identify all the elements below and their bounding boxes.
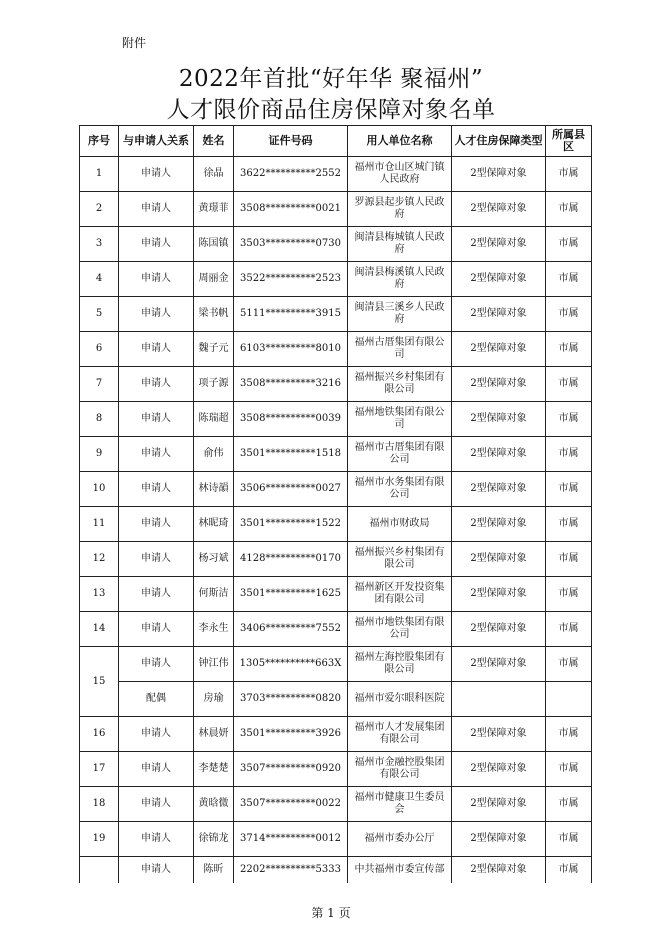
district-cell: 市属: [546, 647, 592, 682]
number-cell: 15: [80, 647, 119, 717]
housing-type-cell: 2型保障对象: [452, 402, 546, 437]
table-row: [80, 822, 592, 857]
name-cell: 林晨妍: [194, 717, 234, 752]
id-number-cell: 3501**********1518: [234, 437, 348, 472]
number-cell: 14: [80, 612, 119, 647]
table-row: [80, 367, 592, 402]
attachment-label: 附件: [122, 36, 147, 50]
district-cell: 市属: [546, 472, 592, 507]
col-header-employer: 用人单位名称: [348, 126, 452, 157]
table-row: [80, 227, 592, 262]
name-cell: 魏子元: [194, 332, 234, 367]
district-cell: 市属: [546, 752, 592, 787]
number-cell: 2: [80, 192, 119, 227]
employer-cell: 福州地铁集团有限公司: [348, 402, 452, 437]
name-cell: 房瑜: [194, 682, 234, 717]
district-cell: 市属: [546, 857, 592, 884]
employer-cell: 福州市委办公厅: [348, 822, 452, 857]
employer-cell: 福州市地铁集团有限公司: [348, 612, 452, 647]
employer-cell: 闽清县梅城镇人民政府: [348, 227, 452, 262]
table-row: [80, 857, 592, 884]
employer-cell: 福州市仓山区城门镇人民政府: [348, 157, 452, 192]
district-cell: 市属: [546, 612, 592, 647]
housing-type-cell: 2型保障对象: [452, 297, 546, 332]
title-line-1: 2022年首批“好年华 聚福州”: [178, 66, 484, 92]
table-row: [80, 402, 592, 437]
relation-cell: 申请人: [119, 752, 194, 787]
housing-type-cell: 2型保障对象: [452, 262, 546, 297]
number-cell: 8: [80, 402, 119, 437]
name-cell: 杨习斌: [194, 542, 234, 577]
employer-cell: 福州古厝集团有限公司: [348, 332, 452, 367]
housing-type-cell: 2型保障对象: [452, 367, 546, 402]
relation-cell: 申请人: [119, 857, 194, 884]
number-cell: 9: [80, 437, 119, 472]
number-cell: 3: [80, 227, 119, 262]
district-cell: 市属: [546, 367, 592, 402]
name-cell: 黄璟菲: [194, 192, 234, 227]
table-row: [80, 192, 592, 227]
name-cell: 黄晗微: [194, 787, 234, 822]
employer-cell: 福州市财政局: [348, 507, 452, 542]
name-cell: 何斯洁: [194, 577, 234, 612]
district-cell: 市属: [546, 402, 592, 437]
number-cell: 13: [80, 577, 119, 612]
id-number-cell: 3714**********0012: [234, 822, 348, 857]
table-row: [80, 612, 592, 647]
number-cell: 6: [80, 332, 119, 367]
id-number-cell: 3501**********1625: [234, 577, 348, 612]
number-cell: 18: [80, 787, 119, 822]
housing-type-cell: 2型保障对象: [452, 647, 546, 682]
housing-type-cell: [452, 682, 546, 717]
name-cell: 李永生: [194, 612, 234, 647]
district-cell: 市属: [546, 262, 592, 297]
name-cell: 项子源: [194, 367, 234, 402]
relation-cell: 申请人: [119, 507, 194, 542]
col-header-number: 序号: [80, 126, 119, 157]
table-row: [80, 297, 592, 332]
table-row: [80, 647, 592, 682]
relation-cell: 申请人: [119, 472, 194, 507]
housing-type-cell: 2型保障对象: [452, 577, 546, 612]
number-cell: 11: [80, 507, 119, 542]
id-number-cell: 3522**********2523: [234, 262, 348, 297]
id-number-cell: 3703**********0820: [234, 682, 348, 717]
relation-cell: 申请人: [119, 647, 194, 682]
page-number: 第 1 页: [311, 906, 351, 920]
name-cell: 钟江伟: [194, 647, 234, 682]
number-cell: 4: [80, 262, 119, 297]
district-cell: 市属: [546, 437, 592, 472]
id-number-cell: 3507**********0920: [234, 752, 348, 787]
housing-type-cell: 2型保障对象: [452, 437, 546, 472]
district-cell: 市属: [546, 297, 592, 332]
district-cell: 市属: [546, 227, 592, 262]
id-number-cell: 3506**********0027: [234, 472, 348, 507]
table-row: [80, 472, 592, 507]
table-row: [80, 542, 592, 577]
table-row: [80, 717, 592, 752]
relation-cell: 申请人: [119, 437, 194, 472]
id-number-cell: 3508**********0039: [234, 402, 348, 437]
number-cell: 17: [80, 752, 119, 787]
table-header-row: [80, 126, 592, 157]
relation-cell: 申请人: [119, 577, 194, 612]
employer-cell: 福州市人才发展集团有限公司: [348, 717, 452, 752]
id-number-cell: 3501**********3926: [234, 717, 348, 752]
relation-cell: 申请人: [119, 262, 194, 297]
id-number-cell: 3501**********1522: [234, 507, 348, 542]
id-number-cell: 3503**********0730: [234, 227, 348, 262]
employer-cell: 福州左海控股集团有限公司: [348, 647, 452, 682]
col-header-district: 所属县区: [546, 126, 592, 157]
title-line-2: 人才限价商品住房保障对象名单: [166, 97, 496, 123]
table-row: [80, 157, 592, 192]
employer-cell: 福州振兴乡村集团有限公司: [348, 542, 452, 577]
employer-cell: 福州市健康卫生委员会: [348, 787, 452, 822]
id-number-cell: 2202**********5333: [234, 857, 348, 884]
table-row: [80, 262, 592, 297]
table-row: [80, 752, 592, 787]
table-row: [80, 507, 592, 542]
id-number-cell: 3507**********0022: [234, 787, 348, 822]
relation-cell: 申请人: [119, 157, 194, 192]
housing-type-cell: 2型保障对象: [452, 192, 546, 227]
id-number-cell: 1305**********663X: [234, 647, 348, 682]
number-cell: 10: [80, 472, 119, 507]
id-number-cell: 6103**********8010: [234, 332, 348, 367]
table-row: [80, 682, 592, 717]
relation-cell: 申请人: [119, 402, 194, 437]
housing-type-cell: 2型保障对象: [452, 787, 546, 822]
id-number-cell: 3622**********2552: [234, 157, 348, 192]
number-cell: 19: [80, 822, 119, 857]
table-row: [80, 332, 592, 367]
district-cell: 市属: [546, 822, 592, 857]
table-row: [80, 437, 592, 472]
housing-type-cell: 2型保障对象: [452, 612, 546, 647]
district-cell: 市属: [546, 787, 592, 822]
table-row: [80, 577, 592, 612]
name-cell: 周丽金: [194, 262, 234, 297]
number-cell: 1: [80, 157, 119, 192]
col-header-relation: 与申请人关系: [119, 126, 194, 157]
housing-type-cell: 2型保障对象: [452, 157, 546, 192]
relation-cell: 配偶: [119, 682, 194, 717]
housing-type-cell: 2型保障对象: [452, 717, 546, 752]
roster-body: [80, 157, 592, 884]
relation-cell: 申请人: [119, 332, 194, 367]
name-cell: 陈瑞超: [194, 402, 234, 437]
employer-cell: 福州市爱尔眼科医院: [348, 682, 452, 717]
employer-cell: 福州市古厝集团有限公司: [348, 437, 452, 472]
id-number-cell: 3508**********3216: [234, 367, 348, 402]
district-cell: 市属: [546, 332, 592, 367]
relation-cell: 申请人: [119, 717, 194, 752]
employer-cell: 福州市水务集团有限公司: [348, 472, 452, 507]
relation-cell: 申请人: [119, 542, 194, 577]
roster-table: [79, 125, 592, 883]
col-header-id-number: 证件号码: [234, 126, 348, 157]
employer-cell: 中共福州市委宣传部: [348, 857, 452, 884]
relation-cell: 申请人: [119, 367, 194, 402]
housing-type-cell: 2型保障对象: [452, 542, 546, 577]
number-cell: 16: [80, 717, 119, 752]
district-cell: 市属: [546, 157, 592, 192]
relation-cell: 申请人: [119, 612, 194, 647]
name-cell: 徐晶: [194, 157, 234, 192]
employer-cell: 福州振兴乡村集团有限公司: [348, 367, 452, 402]
id-number-cell: 5111**********3915: [234, 297, 348, 332]
housing-type-cell: 2型保障对象: [452, 822, 546, 857]
district-cell: 市属: [546, 577, 592, 612]
district-cell: [546, 682, 592, 717]
id-number-cell: 3508**********0021: [234, 192, 348, 227]
name-cell: 俞伟: [194, 437, 234, 472]
district-cell: 市属: [546, 192, 592, 227]
col-header-housing-type: 人才住房保障类型: [452, 126, 546, 157]
housing-type-cell: 2型保障对象: [452, 507, 546, 542]
employer-cell: 闽清县梅溪镇人民政府: [348, 262, 452, 297]
table-row: [80, 787, 592, 822]
employer-cell: 福州新区开发投资集团有限公司: [348, 577, 452, 612]
name-cell: 陈国镇: [194, 227, 234, 262]
name-cell: 梁书帆: [194, 297, 234, 332]
name-cell: 徐锦龙: [194, 822, 234, 857]
name-cell: 林诗韻: [194, 472, 234, 507]
district-cell: 市属: [546, 507, 592, 542]
col-header-name: 姓名: [194, 126, 234, 157]
housing-type-cell: 2型保障对象: [452, 332, 546, 367]
employer-cell: 闽清县三溪乡人民政府: [348, 297, 452, 332]
employer-cell: 福州市金融控股集团有限公司: [348, 752, 452, 787]
id-number-cell: 3406**********7552: [234, 612, 348, 647]
housing-type-cell: 2型保障对象: [452, 227, 546, 262]
relation-cell: 申请人: [119, 227, 194, 262]
name-cell: 李楚楚: [194, 752, 234, 787]
relation-cell: 申请人: [119, 822, 194, 857]
housing-type-cell: 2型保障对象: [452, 752, 546, 787]
employer-cell: 罗源县起步镇人民政府: [348, 192, 452, 227]
relation-cell: 申请人: [119, 297, 194, 332]
district-cell: 市属: [546, 542, 592, 577]
housing-type-cell: 2型保障对象: [452, 857, 546, 884]
housing-type-cell: 2型保障对象: [452, 472, 546, 507]
number-cell: [80, 857, 119, 884]
relation-cell: 申请人: [119, 787, 194, 822]
district-cell: 市属: [546, 717, 592, 752]
relation-cell: 申请人: [119, 192, 194, 227]
number-cell: 7: [80, 367, 119, 402]
name-cell: 林昵琦: [194, 507, 234, 542]
id-number-cell: 4128**********0170: [234, 542, 348, 577]
number-cell: 5: [80, 297, 119, 332]
number-cell: 12: [80, 542, 119, 577]
name-cell: 陈昕: [194, 857, 234, 884]
